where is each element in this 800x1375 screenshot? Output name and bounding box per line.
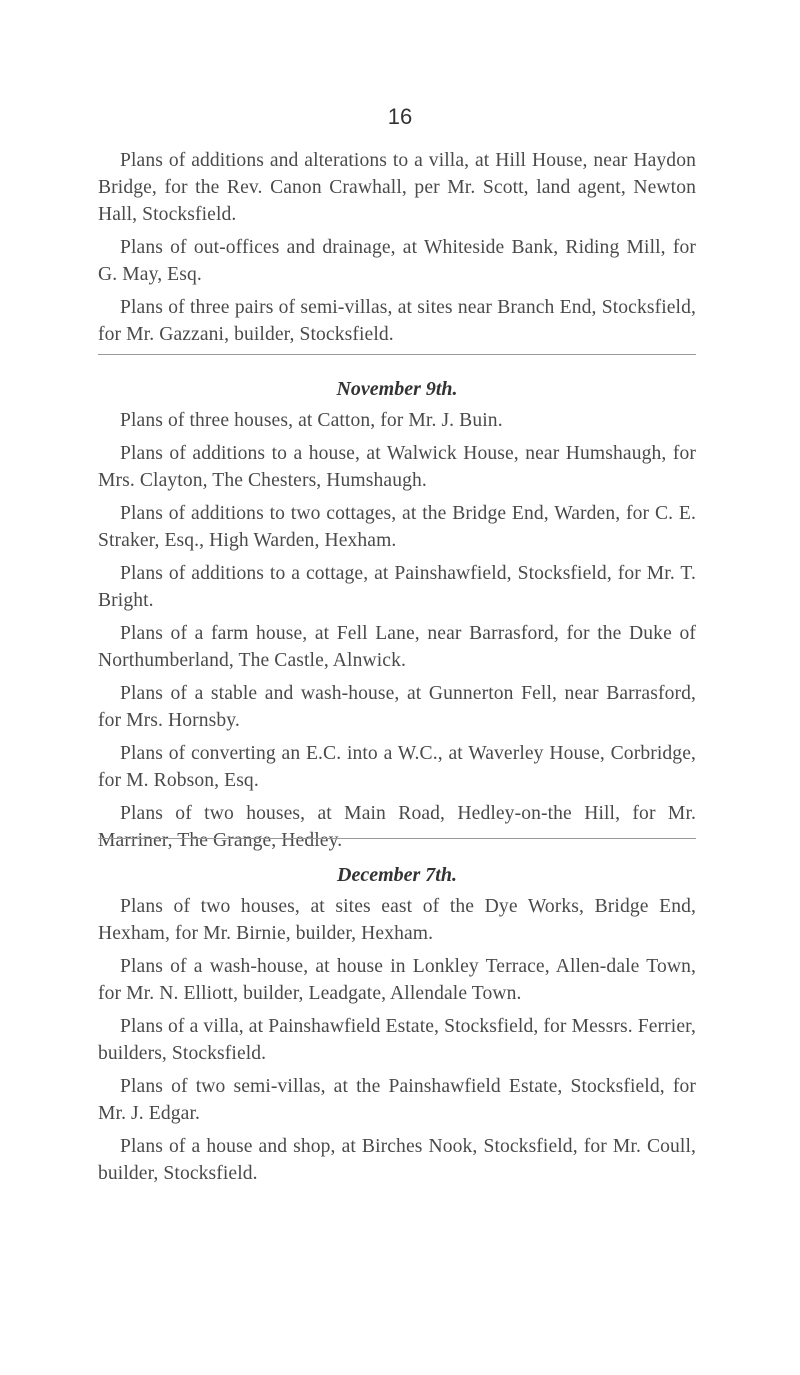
entry: Plans of additions to two cottages, at the Bridge End, Warden, for C. E. Straker, Esq., High Warden, Hexham. <box>98 503 696 551</box>
entry: Plans of additions to a cottage, at Painshawfield, Stocksfield, for Mr. T. Bright. <box>98 563 696 611</box>
entry: Plans of two houses, at Main Road, Hedley-on-the Hill, for Mr. Marriner, The Grange, Hedley. <box>98 803 696 851</box>
entry: Plans of two semi-villas, at the Painshawfield Estate, Stocksfield, for Mr. J. Edgar. <box>98 1076 696 1124</box>
entry: Plans of three houses, at Catton, for Mr. J. Buin. <box>120 410 503 431</box>
entry: Plans of additions and alterations to a villa, at Hill House, near Haydon Bridge, for the Rev. Canon Crawhall, per Mr. Scott, land agent, Newton Hall, Stocksfield. <box>98 150 696 225</box>
entry: Plans of a villa, at Painshawfield Estate, Stocksfield, for Messrs. Ferrier, builders, Stocksfield. <box>98 1016 696 1064</box>
section-heading-november: November 9th. <box>336 378 458 400</box>
entry: Plans of a house and shop, at Birches Nook, Stocksfield, for Mr. Coull, builder, Stocksfield. <box>98 1136 696 1184</box>
entry: Plans of a wash-house, at house in Lonkley Terrace, Allen-dale Town, for Mr. N. Elliott, builder, Leadgate, Allendale Town. <box>98 956 696 1004</box>
section-heading-december: December 7th. <box>337 864 457 886</box>
entry: Plans of a stable and wash-house, at Gunnerton Fell, near Barrasford, for Mrs. Hornsby. <box>98 683 696 731</box>
page-number: 16 <box>387 104 413 129</box>
november-entries <box>98 407 696 860</box>
entry: Plans of a farm house, at Fell Lane, near Barrasford, for the Duke of Northumberland, The Castle, Alnwick. <box>98 623 696 671</box>
section-divider <box>98 838 696 839</box>
intro-entries <box>98 147 696 354</box>
entry: Plans of three pairs of semi-villas, at sites near Branch End, Stocksfield, for Mr. Gazzani, builder, Stocksfield. <box>98 297 696 345</box>
entry: Plans of additions to a house, at Walwick House, near Humshaugh, for Mrs. Clayton, The Chesters, Humshaugh. <box>98 443 696 491</box>
entry: Plans of out-offices and drainage, at Whiteside Bank, Riding Mill, for G. May, Esq. <box>98 237 696 285</box>
december-entries <box>98 893 696 1193</box>
section-divider <box>98 354 696 355</box>
entry: Plans of converting an E.C. into a W.C., at Waverley House, Corbridge, for M. Robson, Esq. <box>98 743 696 791</box>
entry: Plans of two houses, at sites east of the Dye Works, Bridge End, Hexham, for Mr. Birnie, builder, Hexham. <box>98 896 696 944</box>
